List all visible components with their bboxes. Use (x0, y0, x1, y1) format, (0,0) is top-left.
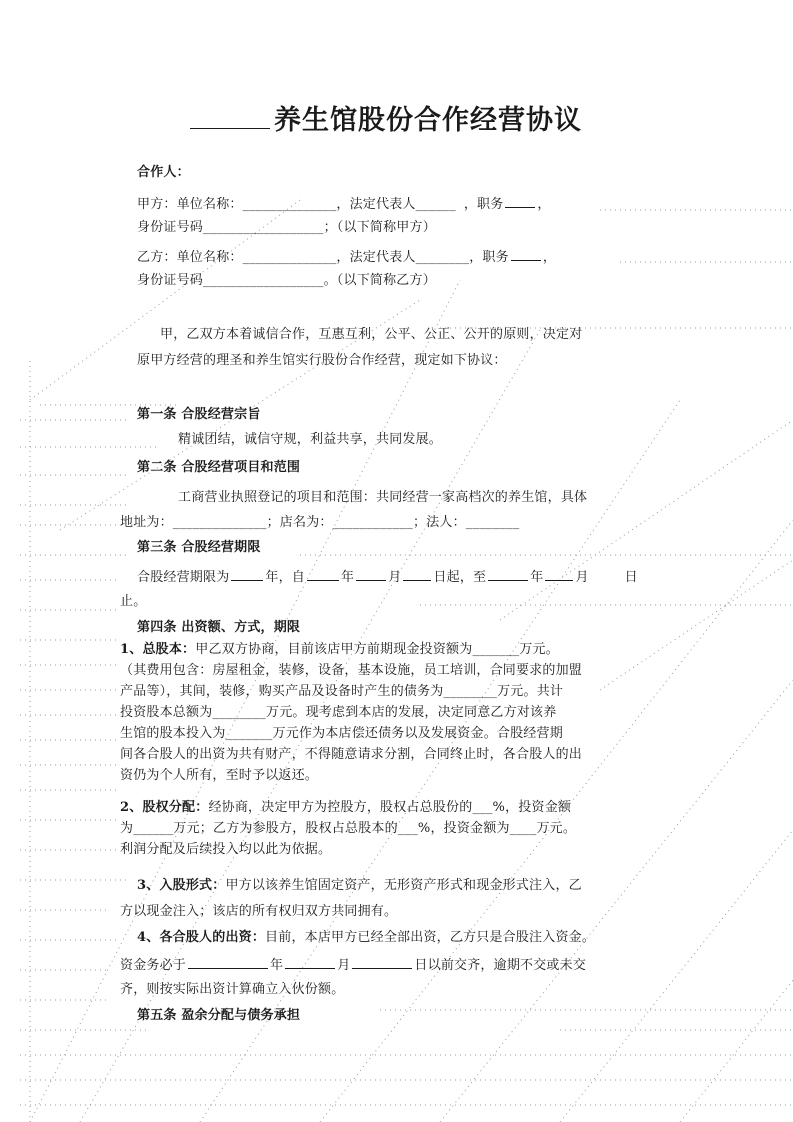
section-1-line-7: 资仍为个人所有，至时予以返还。 (120, 768, 319, 783)
deadline-month-blank (285, 956, 335, 969)
intro-line-2: 原甲方经营的理圣和养生馆实行股份合作经营，现定如下协议： (137, 353, 507, 368)
end-day-unit: 日 (624, 570, 638, 585)
section-4-line-1 (137, 930, 595, 946)
deadline-day-unit: 日以前交齐，逾期不交或未交 (414, 958, 587, 973)
start-year-blank (307, 568, 339, 581)
section-3-line-1 (137, 878, 582, 894)
deadline-year-unit: 年 (270, 958, 284, 973)
intro-line-1: 甲，乙双方本着诚信合作，互惠互利，公平、公正、公开的原则，决定对 (160, 327, 583, 342)
party-b-line-2: 身份证号码__________________。（以下简称乙方） (137, 273, 436, 288)
title-text: 养生馆股份合作经营协议 (274, 105, 582, 136)
title-blank (190, 128, 270, 129)
section-4-line-2 (120, 956, 586, 974)
section-3-line-1-text: 甲方以该养生馆固定资产，无形资产形式和现金形式注入，乙 (225, 878, 582, 893)
article-3-heading: 第三条 合股经营期限 (137, 540, 261, 555)
end-month-blank (545, 568, 573, 581)
party-a-position-blank (505, 195, 535, 208)
deadline-label: 资金务必于 (120, 958, 187, 973)
article-3-line-1 (137, 568, 638, 586)
end-year-blank (488, 568, 528, 581)
section-4-line-1-text: 目前，本店甲方已经全部出资，乙方只是合股注入资金。 (265, 930, 596, 945)
section-2-label: 2、股权分配： (120, 800, 209, 815)
article-1-heading: 第一条 合股经营宗旨 (137, 407, 261, 422)
term-years-unit: 年，自 (265, 570, 306, 585)
section-1-line-4: 投资股本总额为________万元。现考虑到本店的发展，决定同意乙方对该养 (120, 705, 557, 720)
end-year-unit: 年 (530, 570, 544, 585)
start-month-unit: 月 (388, 570, 402, 585)
party-b-position-blank (511, 248, 541, 261)
article-2-line-2: 地址为：______________；店名为：____________；法人：________ (120, 515, 520, 530)
article-5-heading: 第五条 盈余分配与债务承担 (137, 1008, 301, 1023)
start-day-blank (403, 568, 431, 581)
section-1-line-2: （其费用包含：房屋租金，装修，设备，基本设施，员工培训，合同要求的加盟 (120, 663, 583, 678)
article-4-heading: 第四条 出资额、方式，期限 (137, 620, 301, 635)
section-1-line-5: 生馆的股本投入为_______万元作为本店偿还债务以及发展资金。合股经营期 (120, 726, 563, 741)
article-3-line-2: 止。 (120, 594, 147, 609)
section-2-line-1 (120, 800, 571, 816)
section-1-label: 1、总股本： (120, 642, 196, 657)
document-title (190, 98, 582, 137)
section-4-label: 4、各合股人的出资： (137, 930, 266, 945)
section-4-line-3: 齐，则按实际出资计算确立入伙份额。 (120, 982, 345, 997)
section-1-line-6: 间各合股人的出资为共有财产，不得随意请求分割，合同终止时，各合股人的出 (120, 747, 583, 762)
party-a-line-2: 身份证号码__________________；（以下简称甲方） (137, 220, 436, 235)
end-month-unit: 月 (575, 570, 589, 585)
section-2-line-3: 利润分配及后续投入均以此为依据。 (120, 842, 332, 857)
party-b-line-1: 乙方：单位名称：______________，法定代表人________，职务 ， (137, 250, 557, 265)
term-label: 合股经营期限为 (137, 570, 230, 585)
party-a-position-text: ，职务 (463, 197, 504, 212)
deadline-year-blank (188, 956, 268, 969)
deadline-month-unit: 月 (337, 958, 351, 973)
article-2-line-1: 工商营业执照登记的项目和范围：共同经营一家高档次的养生馆，具体 (178, 490, 588, 505)
start-month-blank (356, 568, 386, 581)
section-1-line-3: 产品等），其间，装修，购买产品及设备时产生的债务为________万元。共计 (120, 684, 564, 699)
term-years-blank (231, 568, 263, 581)
section-3-line-2: 方以现金注入；该店的所有权归双方共同拥有。 (120, 904, 398, 919)
section-1-line-1-text: 甲乙双方协商，目前该店甲方前期现金投资额为_______万元。 (195, 642, 559, 657)
parties-heading: 合作人： (137, 165, 190, 180)
article-2-heading: 第二条 合股经营项目和范围 (137, 460, 301, 475)
party-a-line-1-text: 甲方：单位名称：______________，法定代表人______ (137, 197, 456, 212)
party-b-line-1-text: 乙方：单位名称：______________，法定代表人________，职务 (137, 250, 509, 265)
section-2-line-1-text: 经协商，决定甲方为控股方，股权占总股份的___%，投资金额 (208, 800, 572, 815)
article-1-line-1: 精诚团结，诚信守规，利益共享，共同发展。 (178, 432, 443, 447)
start-year-unit: 年 (341, 570, 355, 585)
deadline-day-blank (352, 956, 412, 969)
start-day-unit: 日起，至 (433, 570, 487, 585)
section-1-line-1 (120, 642, 559, 658)
section-2-line-2: 为______万元；乙方为参股方，股权占总股本的___%，投资金额为____万元。 (120, 821, 577, 836)
party-a-line-1: 甲方：单位名称：______________，法定代表人______ ，职务 ， (137, 197, 551, 212)
section-3-label: 3、入股形式： (137, 878, 226, 893)
